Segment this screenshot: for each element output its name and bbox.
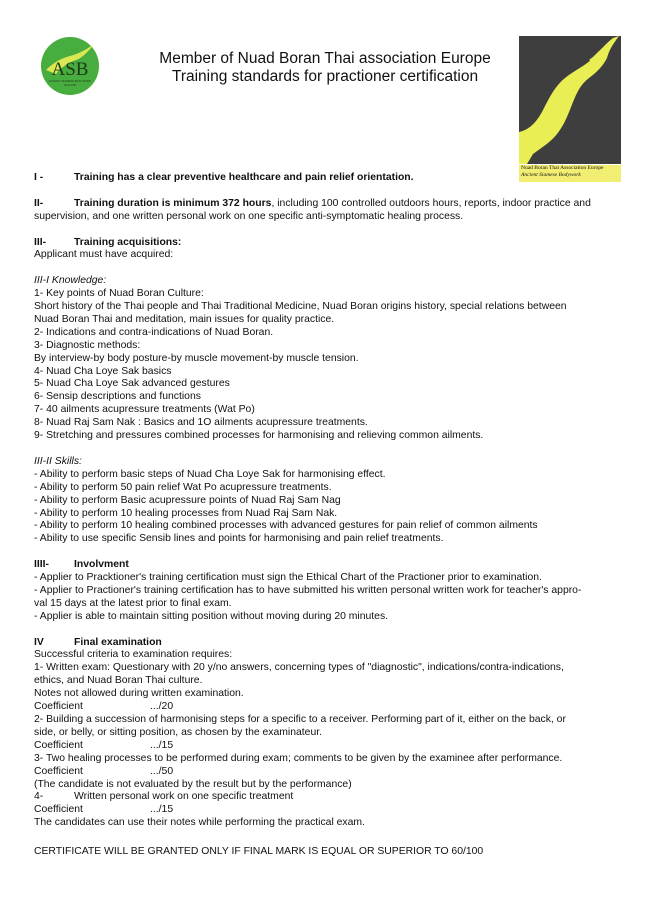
section-number: I - — [34, 172, 44, 183]
involvement-line: val 15 days at the latest prior to final exam. — [34, 597, 232, 609]
exam-4-line — [34, 791, 634, 804]
skills-line: - Ability to perform 10 healing combined processes with advanced gestures for pain relief of common ailments — [34, 520, 538, 532]
section-3-heading — [34, 237, 634, 250]
coefficient-1 — [34, 701, 634, 714]
knowledge-line: Short history of the Thai people and Thai Traditional Medicine, Nuad Boran origins history, special relations between — [34, 301, 567, 313]
skills-line: - Ability to perform Basic acupressure points of Nuad Raj Sam Nag — [34, 494, 341, 506]
knowledge-line: 2- Indications and contra-indications of Nuad Boran. — [34, 326, 274, 338]
involvement-line: - Applier is able to maintain sitting position without moving during 20 minutes. — [34, 610, 389, 622]
knowledge-line: 8- Nuad Raj Sam Nak : Basics and 1O ailments acupressure treatments. — [34, 417, 368, 429]
section-3-intro: Applicant must have acquired: — [34, 249, 174, 261]
coefficient-3 — [34, 766, 634, 779]
section-title: Final examination — [74, 636, 162, 648]
document-body — [34, 172, 634, 859]
exam-1-line-1: 1- Written exam: Questionary with 20 y/no answers, concerning types of "diagnostic", indications/contra-indications, — [34, 662, 564, 674]
section-2-bold-lead: Training duration is minimum 372 hours — [74, 197, 272, 209]
coefficient-label: Coefficient — [34, 701, 83, 713]
knowledge-line: 3- Diagnostic methods: — [34, 339, 141, 351]
section-number: IV — [34, 636, 44, 648]
logo-caption-line-2: Ancient Siamese Bodywork — [521, 172, 581, 178]
section-4-heading — [34, 559, 634, 572]
knowledge-line: By interview-by body posture-by muscle movement-by muscle tension. — [34, 352, 359, 364]
involvement-line: - Applier to Pracktioner's training certification must sign the Ethical Chart of the Practioner prior to examination. — [34, 572, 542, 584]
section-title: Training has a clear preventive healthcare and pain relief orientation. — [74, 172, 414, 183]
knowledge-line: 5- Nuad Cha Loye Sak advanced gestures — [34, 378, 230, 390]
exam-4-number: 4- — [34, 791, 44, 803]
exam-intro: Successful criteria to examination requires: — [34, 649, 233, 661]
certificate-footer: CERTIFICATE WILL BE GRANTED ONLY IF FINAL MARK IS EQUAL OR SUPERIOR TO 60/100 — [34, 846, 484, 858]
section-title: Training acquisitions: — [74, 236, 182, 248]
knowledge-line: 6- Sensip descriptions and functions — [34, 391, 201, 403]
coefficient-value: .../15 — [150, 739, 174, 751]
document-title — [120, 50, 530, 86]
exam-3-line-1: 3- Two healing processes to be performed during exam; comments to be given by the examinee after performance. — [34, 752, 563, 764]
asb-logo — [40, 36, 100, 96]
knowledge-heading: III-I Knowledge: — [34, 275, 107, 287]
skills-line: - Ability to use specific Sensib lines and points for harmonising and pain relief treatments. — [34, 533, 444, 545]
asb-logo-subline: THAILAND — [63, 84, 77, 87]
skills-heading: III-II Skills: — [34, 455, 82, 467]
skills-line: - Ability to perform basic steps of Nuad Cha Loye Sak for harmonising effect. — [34, 468, 386, 480]
coefficient-label: Coefficient — [34, 804, 83, 816]
asb-logo-tagline: ANCIENT SIAMESE BODYWORK — [48, 79, 92, 83]
dancer-silhouette-icon — [519, 36, 621, 164]
section-number: II- — [34, 197, 44, 209]
exam-1-line-2: ethics, and Nuad Boran Thai culture. — [34, 675, 203, 687]
skills-line: - Ability to perform 50 pain relief Wat Po acupressure treatments. — [34, 481, 332, 493]
coefficient-2 — [34, 740, 634, 753]
coefficient-value: .../50 — [150, 765, 174, 777]
section-title: Involvment — [74, 559, 129, 571]
coefficient-label: Coefficient — [34, 739, 83, 751]
involvement-line: - Applier to Practioner's training certification has to have submitted his written personal written work for teacher's appro- — [34, 584, 582, 596]
knowledge-line: 4- Nuad Cha Loye Sak basics — [34, 365, 172, 377]
knowledge-line: 7- 40 ailments acupressure treatments (Wat Po) — [34, 404, 255, 416]
skills-line: - Ability to perform 10 healing processes from Nuad Raj Sam Nak. — [34, 507, 338, 519]
logo-caption-line-1: Nuad Boran Thai Association Europe — [521, 165, 604, 171]
section-2-line-2: supervision, and one written personal work on one specific anti-symptomatic healing process. — [34, 210, 464, 222]
knowledge-line: 1- Key points of Nuad Boran Culture: — [34, 288, 204, 300]
coefficient-4 — [34, 804, 634, 817]
coefficient-label: Coefficient — [34, 765, 83, 777]
section-number: III- — [34, 236, 47, 248]
coefficient-value: .../15 — [150, 804, 174, 816]
association-logo — [519, 36, 621, 182]
section-1 — [34, 172, 634, 185]
exam-2-line-1: 2- Building a succession of harmonising steps for a specific to a receiver. Performing part of it, either on the back, or — [34, 713, 566, 725]
title-line-1: Member of Nuad Boran Thai association Europe — [159, 50, 491, 67]
exam-3-note: (The candidate is not evaluated by the result but by the performance) — [34, 778, 352, 790]
exam-2-line-2: side, or belly, or sitting position, as chosen by the examinateur. — [34, 726, 323, 738]
exam-notes-line: The candidates can use their notes while performing the practical exam. — [34, 817, 365, 829]
section-5-heading — [34, 637, 634, 650]
section-2-rest: , including 100 controlled outdoors hours, reports, indoor practice and — [271, 197, 591, 209]
exam-4-text: Written personal work on one specific treatment — [74, 791, 294, 803]
section-2-line-1 — [34, 198, 634, 211]
knowledge-line: 9- Stretching and pressures combined processes for harmonising and relieving common ailments. — [34, 430, 484, 442]
exam-1-note: Notes not allowed during written examination. — [34, 688, 244, 700]
section-number: IIII- — [34, 559, 50, 571]
coefficient-value: .../20 — [150, 701, 174, 713]
knowledge-line: Nuad Boran Thai and meditation, main issues for quality practice. — [34, 313, 335, 325]
title-line-2: Training standards for practioner certification — [171, 68, 479, 85]
asb-logo-text: ASB — [51, 59, 89, 80]
